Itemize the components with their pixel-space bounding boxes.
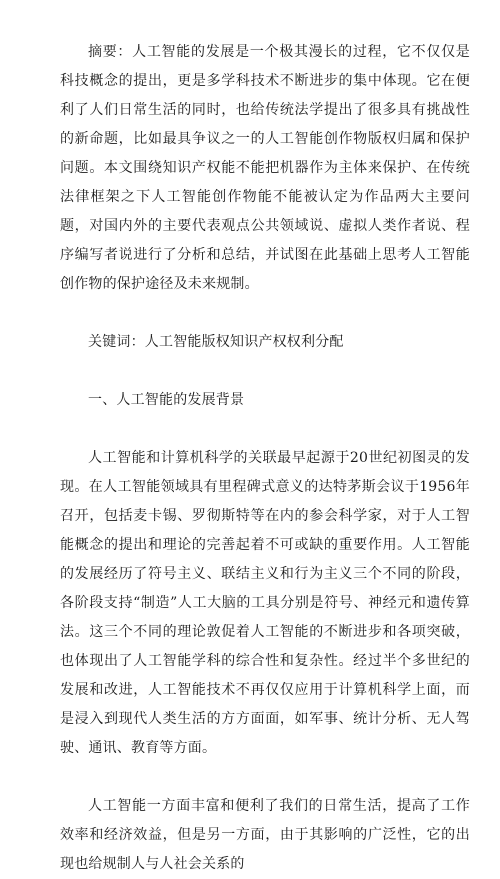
- keywords-line: 关键词：人工智能版权知识产权权利分配: [88, 334, 344, 350]
- body-paragraph-1: 人工智能和计算机科学的关联最早起源于20世纪初图灵的发现。在人工智能领域具有里程碑式意义的达特茅斯会议于1956年召开，包括麦卡锡、罗彻斯特等在内的参会科学家，对于人工智能概念的提出和理论的完善起着不可或缺的重要作用。人工智能的发展经历了符号主义、联结主义和行为主义三个不同的阶段，各阶段支持“制造”人工大脑的工具分别是符号、神经元和遗传算法。这三个不同的理论敦促着人工智能的不断进步和各项突破，也体现出了人工智能学科的综合性和复杂性。经过半个多世纪的发展和改进，人工智能技术不再仅仅应用于计算机科学上面，而是浸入到现代人类生活的方方面面，如军事、统计分析、无人驾驶、通讯、教育等方面。: [60, 450, 470, 756]
- section-heading: 一、人工智能的发展背景: [88, 392, 245, 408]
- body-paragraph-2: 人工智能一方面丰富和便利了我们的日常生活，提高了工作效率和经济效益，但是另一方面，由于其影响的广泛性，它的出现也给规制人与人社会关系的: [60, 798, 470, 872]
- abstract-paragraph: 摘要：人工智能的发展是一个极其漫长的过程，它不仅仅是科技概念的提出，更是多学科技术不断进步的集中体现。它在便利了人们日常生活的同时，也给传统法学提出了很多具有挑战性的新命题，比如最具争议之一的人工智能创作物版权归属和保护问题。本文围绕知识产权能不能把机器作为主体来保护、在传统法律框架之下人工智能创作物能不能被认定为作品两大主要问题，对国内外的主要代表观点公共领域说、虚拟人类作者说、程序编写者说进行了分析和总结，并试图在此基础上思考人工智能创作物的保护途径及未来规制。: [60, 44, 470, 292]
